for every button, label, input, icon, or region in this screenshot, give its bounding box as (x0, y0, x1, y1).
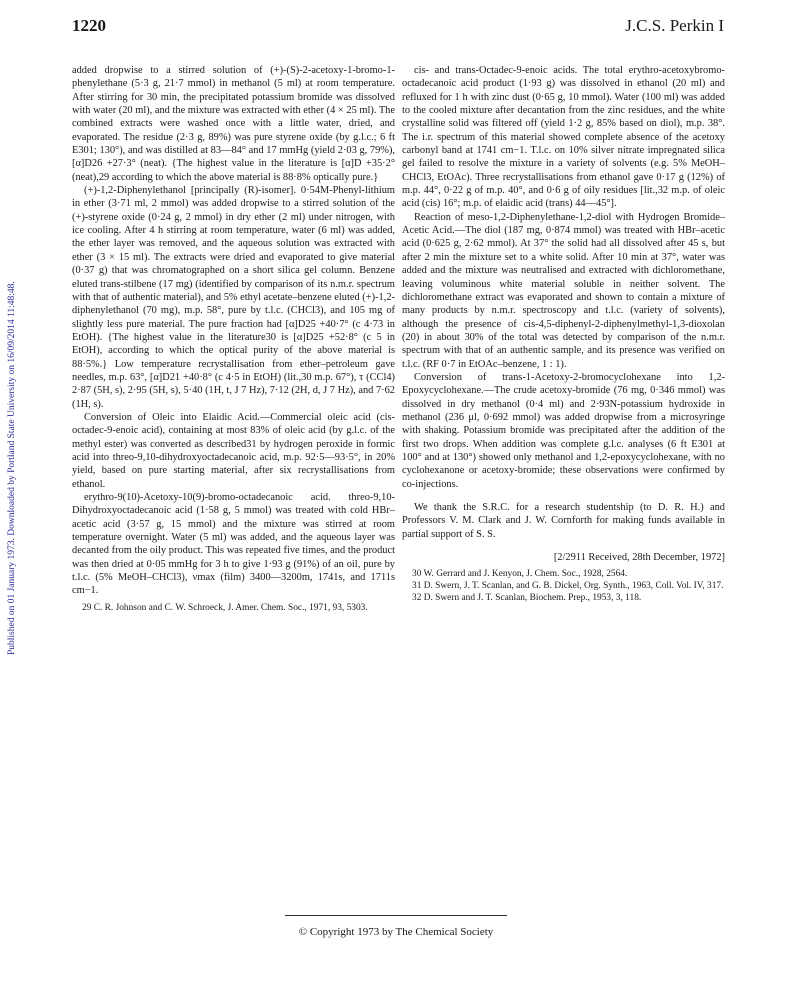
page-number: 1220 (72, 16, 106, 35)
footer-divider (285, 915, 507, 916)
footnote: 32 D. Swern and J. T. Scanlan, Biochem. Prep., 1953, 3, 118. (412, 593, 642, 604)
left-column (72, 64, 395, 614)
download-watermark[interactable]: Published on 01 January 1973. Downloaded by Portland State University on 16/09/2014 11:48:48. (7, 281, 17, 655)
footnote: 30 W. Gerrard and J. Kenyon, J. Chem. Soc., 1928, 2564. (412, 569, 628, 580)
footnotes (402, 568, 725, 604)
footnote: 29 C. R. Johnson and C. W. Schroeck, J. Amer. Chem. Soc., 1971, 93, 5303. (82, 602, 368, 613)
journal-title: J.C.S. Perkin I (625, 16, 724, 35)
footnotes (72, 602, 395, 614)
paragraph: Conversion of trans-1-Acetoxy-2-bromocyclohexane into 1,2-Epoxycyclohexane.—The crude acetoxy-bromide (76 mg, 0·346 mmol) was dissolved in dry methanol (0·4 ml) and 2·93N-potassium hydroxide in methanol (236 μl, 0·692 mmol) was added dropwise from a microsyringe with shaking. Potassium bromide was precipitated after the addition of the first two drops. When addition was complete g.l.c. analyses (6 ft E301 at 100° and at 130°) showed only methanol and 1,2-epoxycyclohexane, with no cyclohexanone or acetoxy-bromide; these observations were confirmed by co-injections. (402, 371, 725, 490)
footnote: 31 D. Swern, J. T. Scanlan, and G. B. Dickel, Org. Synth., 1963, Coll. Vol. IV, 317. (412, 581, 724, 592)
paragraph: (+)-1,2-Diphenylethanol [principally (R)-isomer]. 0·54M-Phenyl-lithium in ether (3·71 ml, 2 mmol) was added dropwise to a stirred solution of the (+)-styrene oxide (0·24 g, 2 mmol) in dry ether (2 ml) under nitrogen, with ice cooling. After 4 h stirring at room temperature, water (6 ml) was added, the ether layer was removed, and the aqueous solution was extracted with ether (3 × 15 ml). The extracts were dried and evaporated to give material (0·37 g) that was chromatographed on a short silica gel column. Benzene eluted trans-stilbene (17 mg) (identified by comparison of its n.m.r. spectrum with that of authentic material), and 5% ethyl acetate–benzene eluted (+)-1,2-diphenylethanol (70 mg), m.p. 58°, pure by t.l.c. (CHCl3), and 105 mg of slightly less pure material. The pure fraction had [α]D25 +40·7° (c 4·73 in EtOH). {The highest value in the literature30 is [α]D25 +52·8° (c 5 in EtOH), according to which the optical purity of the above material is 88·5%.} Low temperature recrystallisation from ether–petroleum gave needles, m.p. 63°, [α]D21 +40·8° (c 4·5 in EtOH) (lit.,30 m.p. 67°), τ (CCl4) 2·87 (5H, s), 2·95 (5H, s), 5·40 (1H, t, J 7 Hz), 7·12 (2H, d, J 7 Hz), and 7·62 (1H, s). (72, 185, 395, 410)
right-column (402, 64, 725, 604)
received-date: [2/2911 Received, 28th December, 1972] (553, 552, 725, 564)
paragraph: cis- and trans-Octadec-9-enoic acids. The total erythro-acetoxybromo-octadecanoic acid product (1·93 g) was dissolved in ethanol (20 ml) and refluxed for 1 h with zinc dust (0·65 g, 10 mmol). Water (100 ml) was added to the cooled mixture after decantation from the zinc residues, and the white crystalline solid was filtered off (yield 1·2 g, 85% based on diol), m.p. 38°. The i.r. spectrum of this material showed complete absence of the acetoxy carbonyl band at 1741 cm−1. T.l.c. on 10% silver nitrate impregnated silica gel failed to resolve the mixture in a variety of solvents (e.g. 5% MeOH–CHCl3, EtOAc). Three recrystallisations from ethanol gave 0·17 g (12%) of m.p. 44°, 0·22 g of m.p. 40°, and 0·6 g of oily residues [lit.,32 m.p. of oleic acid (cis) 16°; m.p. of elaidic acid (trans) 44—45°]. (402, 65, 725, 210)
paragraph: added dropwise to a stirred solution of (+)-(S)-2-acetoxy-1-bromo-1-phenylethane (5·3 g, 21·7 mmol) in methanol (5 ml) at room temperature. After stirring for 30 min, the precipitated potassium bromide was dissolved with water (20 ml), and the mixture was extracted with ether (4 × 25 ml). The combined extracts were washed once with a little water, dried, and evaporated. The residue (2·3 g, 89%) was pure styrene oxide (by g.l.c.; 6 ft E301; 130°), and was distilled at 83—84° and 17 mmHg (yield 2·03 g, 79%), [α]D26 +27·3° (neat). {The highest value in the literature is [α]D +35·2° (neat),29 according to which the above material is 88·8% optically pure.} (72, 65, 395, 183)
page-header (72, 16, 724, 40)
acknowledgements: We thank the S.R.C. for a research studentship (to D. R. H.) and Professors V. M. Clark and J. W. Cornforth for making funds available in partial support of S. S. (402, 502, 725, 540)
paragraph: Reaction of meso-1,2-Diphenylethane-1,2-diol with Hydrogen Bromide–Acetic Acid.—The diol (187 mg, 0·874 mmol) was treated with HBr–acetic acid (0·625 g, 2·62 mmol). At 37° the solid had all dissolved after 45 s, but after 2 min the mixture set to a white solid. After 10 min at 37°, water was added and the mixture was neutralised and extracted with dichloromethane, leaving voluminous white material soluble in neither solvent. The dichloromethane extract was evaporated and shown to contain a mixture of many products by n.m.r. spectroscopy and t.l.c. (variety of solvents), although the presence of cis-4,5-diphenyl-2-diphenylmethyl-1,3-dioxolan (20) in about 30% of the total was detected by comparison of the n.m.r. spectrum with that of an authentic sample, and its presence was verified on t.l.c. (RF 0·7 in EtOAc–benzene, 1 : 1). (402, 211, 725, 370)
paragraph: erythro-9(10)-Acetoxy-10(9)-bromo-octadecanoic acid. threo-9,10-Dihydroxyoctadecanoic acid (1·58 g, 5 mmol) was treated with cold HBr–acetic acid (3·57 g, 15 mmol) and the mixture was stirred at room temperature overnight. Water (5 ml) was added, and the aqueous layer was decanted from the oily product. This was repeated five times, and the product was then dried at 0·05 mmHg for 3 h to give 1·93 g (91%) of an oil, pure by t.l.c. (5% MeOH–CHCl3), νmax (film) 3400—3200m, 1741s, and 1711s cm−1. (72, 492, 395, 597)
copyright-notice: © Copyright 1973 by The Chemical Society (298, 926, 494, 938)
paragraph: Conversion of Oleic into Elaidic Acid.—Commercial oleic acid (cis-octadec-9-enoic acid), containing at most 83% of oleic acid (by g.l.c. of the methyl ester) was converted as described31 by hydrogen peroxide in formic acid into threo-9,10-dihydroxyoctadecanoic acid, m.p. 92·5—93·5°, in 20% yield, based on pure starting material, after six recrystallisations from ethanol. (72, 411, 395, 490)
